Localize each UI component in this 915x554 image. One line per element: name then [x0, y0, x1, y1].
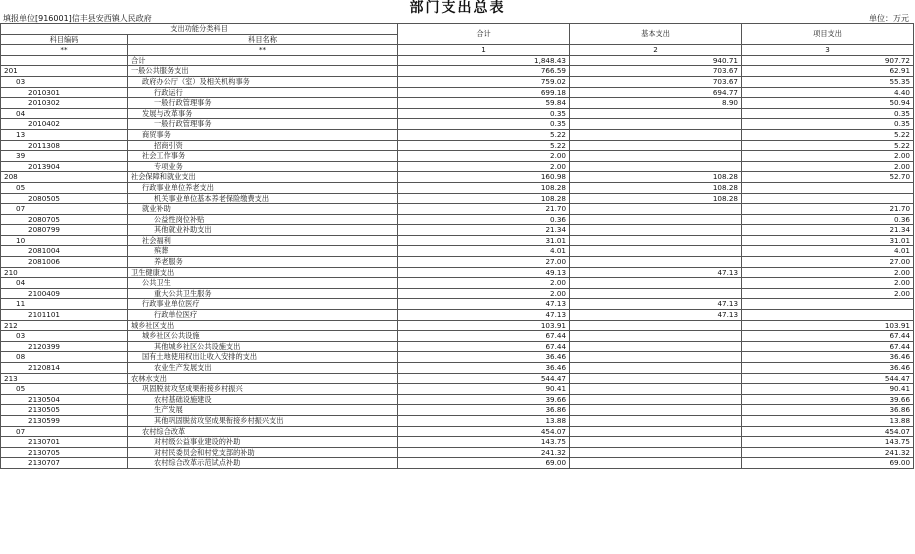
cell-basic — [570, 119, 742, 130]
table-row — [1, 458, 914, 469]
cell-project: 36.86 — [742, 405, 914, 416]
cell-project — [742, 193, 914, 204]
cell-project: 241.32 — [742, 447, 914, 458]
cell-total: 2.00 — [398, 161, 570, 172]
cell-name: 行政事业单位养老支出 — [128, 182, 398, 193]
cell-project: 103.91 — [742, 320, 914, 331]
cell-code: 2080705 — [1, 214, 128, 225]
cell-total: 160.98 — [398, 172, 570, 183]
cell-basic — [570, 151, 742, 162]
cell-basic: 108.28 — [570, 182, 742, 193]
cell-code: 04 — [1, 278, 128, 289]
cell-total: 103.91 — [398, 320, 570, 331]
table-row — [1, 257, 914, 268]
cell-name: 农林水支出 — [128, 373, 398, 384]
table-row — [1, 172, 914, 183]
table-row — [1, 182, 914, 193]
cell-name: 一般公共服务支出 — [128, 66, 398, 77]
cell-total: 47.13 — [398, 299, 570, 310]
cell-project: 5.22 — [742, 129, 914, 140]
cell-basic: 703.67 — [570, 76, 742, 87]
table-row — [1, 278, 914, 289]
cell-basic — [570, 235, 742, 246]
cell-basic — [570, 426, 742, 437]
cell-basic — [570, 246, 742, 257]
cell-total: 108.28 — [398, 182, 570, 193]
cell-project: 544.47 — [742, 373, 914, 384]
cell-project: 454.07 — [742, 426, 914, 437]
cell-total: 0.35 — [398, 108, 570, 119]
header-total: 合计 — [398, 24, 570, 45]
cell-basic — [570, 394, 742, 405]
table-row — [1, 151, 914, 162]
table-row — [1, 87, 914, 98]
cell-code: 208 — [1, 172, 128, 183]
cell-project: 0.36 — [742, 214, 914, 225]
table-row — [1, 246, 914, 257]
cell-basic — [570, 363, 742, 374]
cell-basic: 8.90 — [570, 98, 742, 109]
cell-code: 03 — [1, 76, 128, 87]
cell-name: 公益性岗位补贴 — [128, 214, 398, 225]
report-title: 部门支出总表 — [409, 0, 506, 16]
cell-basic — [570, 204, 742, 215]
cell-code: 2130701 — [1, 437, 128, 448]
cell-name: 行政单位医疗 — [128, 310, 398, 321]
cell-basic — [570, 225, 742, 236]
table-row — [1, 204, 914, 215]
table-row — [1, 373, 914, 384]
cell-code: 39 — [1, 151, 128, 162]
cell-project — [742, 299, 914, 310]
cell-project: 0.35 — [742, 119, 914, 130]
cell-name: 专项业务 — [128, 161, 398, 172]
cell-code: 2130505 — [1, 405, 128, 416]
cell-basic: 108.28 — [570, 193, 742, 204]
cell-code: 2130599 — [1, 415, 128, 426]
cell-name: 对村民委员会和村党支部的补助 — [128, 447, 398, 458]
table-row — [1, 66, 914, 77]
header-project: 项目支出 — [742, 24, 914, 45]
cell-basic — [570, 140, 742, 151]
header-name-stars: ** — [128, 45, 398, 56]
cell-total: 2.00 — [398, 278, 570, 289]
cell-project: 2.00 — [742, 151, 914, 162]
table-row — [1, 437, 914, 448]
cell-name: 城乡社区支出 — [128, 320, 398, 331]
cell-basic — [570, 288, 742, 299]
table-row — [1, 55, 914, 66]
cell-name: 生产发展 — [128, 405, 398, 416]
cell-total: 5.22 — [398, 140, 570, 151]
cell-basic — [570, 447, 742, 458]
cell-name: 农村综合改革 — [128, 426, 398, 437]
cell-name: 其他城乡社区公共设施支出 — [128, 341, 398, 352]
cell-name: 行政运行 — [128, 87, 398, 98]
table-row — [1, 299, 914, 310]
cell-name: 其他巩固脱贫攻坚成果衔接乡村振兴支出 — [128, 415, 398, 426]
cell-total: 90.41 — [398, 384, 570, 395]
cell-name: 商贸事务 — [128, 129, 398, 140]
cell-code: 212 — [1, 320, 128, 331]
cell-code: 2011308 — [1, 140, 128, 151]
cell-code: 04 — [1, 108, 128, 119]
cell-code: 13 — [1, 129, 128, 140]
cell-name: 一般行政管理事务 — [128, 98, 398, 109]
cell-name: 社会工作事务 — [128, 151, 398, 162]
cell-name: 社会福利 — [128, 235, 398, 246]
cell-code: 2080799 — [1, 225, 128, 236]
cell-project: 0.35 — [742, 108, 914, 119]
cell-name: 对村级公益事业建设的补助 — [128, 437, 398, 448]
table-row — [1, 267, 914, 278]
cell-name: 一般行政管理事务 — [128, 119, 398, 130]
cell-project: 67.44 — [742, 341, 914, 352]
table-header — [1, 24, 914, 56]
table-row — [1, 129, 914, 140]
cell-project: 90.41 — [742, 384, 914, 395]
header-index-2: 2 — [570, 45, 742, 56]
filing-unit-label: 填报单位[916001]信丰县安西镇人民政府 — [3, 14, 152, 23]
cell-project: 52.70 — [742, 172, 914, 183]
cell-name: 社会保障和就业支出 — [128, 172, 398, 183]
table-row — [1, 320, 914, 331]
cell-code: 2081004 — [1, 246, 128, 257]
table-row — [1, 214, 914, 225]
cell-project: 907.72 — [742, 55, 914, 66]
cell-basic: 47.13 — [570, 267, 742, 278]
cell-basic — [570, 341, 742, 352]
table-row — [1, 119, 914, 130]
cell-basic: 108.28 — [570, 172, 742, 183]
cell-project: 67.44 — [742, 331, 914, 342]
table-body — [1, 55, 914, 468]
cell-basic — [570, 352, 742, 363]
cell-project: 50.94 — [742, 98, 914, 109]
cell-project: 31.01 — [742, 235, 914, 246]
cell-project: 62.91 — [742, 66, 914, 77]
cell-total: 766.59 — [398, 66, 570, 77]
cell-project — [742, 310, 914, 321]
cell-total: 36.46 — [398, 352, 570, 363]
cell-project: 39.66 — [742, 394, 914, 405]
cell-basic — [570, 278, 742, 289]
cell-project — [742, 182, 914, 193]
cell-code: 05 — [1, 182, 128, 193]
cell-name: 发展与改革事务 — [128, 108, 398, 119]
cell-project: 143.75 — [742, 437, 914, 448]
cell-project: 2.00 — [742, 288, 914, 299]
cell-total: 699.18 — [398, 87, 570, 98]
table-row — [1, 341, 914, 352]
cell-basic — [570, 257, 742, 268]
cell-code: 07 — [1, 204, 128, 215]
table-row — [1, 288, 914, 299]
cell-basic — [570, 214, 742, 225]
cell-project: 2.00 — [742, 161, 914, 172]
cell-project: 13.88 — [742, 415, 914, 426]
table-row — [1, 384, 914, 395]
table-row — [1, 76, 914, 87]
cell-code: 2081006 — [1, 257, 128, 268]
table-row — [1, 161, 914, 172]
cell-total: 1,848.43 — [398, 55, 570, 66]
cell-total: 31.01 — [398, 235, 570, 246]
table-row — [1, 108, 914, 119]
cell-project: 5.22 — [742, 140, 914, 151]
table-row — [1, 310, 914, 321]
header-code: 科目编码 — [1, 34, 128, 45]
cell-name: 卫生健康支出 — [128, 267, 398, 278]
cell-name: 农业生产发展支出 — [128, 363, 398, 374]
cell-total: 59.84 — [398, 98, 570, 109]
cell-code: 213 — [1, 373, 128, 384]
cell-code: 2120814 — [1, 363, 128, 374]
cell-code: 2013904 — [1, 161, 128, 172]
cell-name: 农村基础设施建设 — [128, 394, 398, 405]
cell-total: 4.01 — [398, 246, 570, 257]
cell-code: 2101101 — [1, 310, 128, 321]
header-index-3: 3 — [742, 45, 914, 56]
cell-basic: 703.67 — [570, 66, 742, 77]
cell-name: 就业补助 — [128, 204, 398, 215]
currency-unit-label: 单位：万元 — [869, 14, 909, 23]
header-basic: 基本支出 — [570, 24, 742, 45]
cell-basic: 694.77 — [570, 87, 742, 98]
cell-total: 454.07 — [398, 426, 570, 437]
cell-name: 巩固脱贫攻坚成果衔接乡村振兴 — [128, 384, 398, 395]
cell-name: 城乡社区公共设施 — [128, 331, 398, 342]
cell-basic — [570, 405, 742, 416]
cell-total: 759.02 — [398, 76, 570, 87]
table-row — [1, 225, 914, 236]
table-row — [1, 405, 914, 416]
cell-basic — [570, 161, 742, 172]
cell-name: 其他就业补助支出 — [128, 225, 398, 236]
cell-basic — [570, 331, 742, 342]
table-row — [1, 415, 914, 426]
cell-name: 合计 — [128, 55, 398, 66]
table-row — [1, 331, 914, 342]
cell-total: 0.36 — [398, 214, 570, 225]
cell-basic — [570, 373, 742, 384]
cell-basic: 940.71 — [570, 55, 742, 66]
cell-basic — [570, 108, 742, 119]
cell-code — [1, 55, 128, 66]
table-row — [1, 193, 914, 204]
cell-name: 招商引资 — [128, 140, 398, 151]
cell-code: 2010302 — [1, 98, 128, 109]
cell-total: 143.75 — [398, 437, 570, 448]
cell-project: 21.70 — [742, 204, 914, 215]
cell-project: 4.40 — [742, 87, 914, 98]
cell-basic — [570, 437, 742, 448]
cell-total: 67.44 — [398, 331, 570, 342]
cell-total: 5.22 — [398, 129, 570, 140]
header-name: 科目名称 — [128, 34, 398, 45]
cell-total: 0.35 — [398, 119, 570, 130]
cell-name: 公共卫生 — [128, 278, 398, 289]
cell-total: 36.46 — [398, 363, 570, 374]
cell-code: 11 — [1, 299, 128, 310]
cell-code: 07 — [1, 426, 128, 437]
cell-basic — [570, 129, 742, 140]
cell-project: 4.01 — [742, 246, 914, 257]
cell-name: 农村综合改革示范试点补助 — [128, 458, 398, 469]
cell-basic — [570, 458, 742, 469]
cell-project: 2.00 — [742, 267, 914, 278]
cell-project: 21.34 — [742, 225, 914, 236]
cell-project: 55.35 — [742, 76, 914, 87]
cell-code: 2080505 — [1, 193, 128, 204]
cell-total: 108.28 — [398, 193, 570, 204]
cell-total: 21.34 — [398, 225, 570, 236]
cell-code: 2130504 — [1, 394, 128, 405]
cell-total: 2.00 — [398, 288, 570, 299]
table-row — [1, 140, 914, 151]
cell-total: 47.13 — [398, 310, 570, 321]
cell-total: 67.44 — [398, 341, 570, 352]
cell-code: 2100409 — [1, 288, 128, 299]
cell-name: 重大公共卫生服务 — [128, 288, 398, 299]
cell-code: 2010301 — [1, 87, 128, 98]
cell-total: 69.00 — [398, 458, 570, 469]
cell-project: 69.00 — [742, 458, 914, 469]
header-code-stars: ** — [1, 45, 128, 56]
expenditure-table — [0, 23, 914, 469]
cell-basic — [570, 320, 742, 331]
cell-name: 国有土地使用权出让收入安排的支出 — [128, 352, 398, 363]
cell-code: 2010402 — [1, 119, 128, 130]
header-function-category: 支出功能分类科目 — [1, 24, 398, 35]
cell-basic — [570, 415, 742, 426]
cell-name: 政府办公厅（室）及相关机构事务 — [128, 76, 398, 87]
table-row — [1, 363, 914, 374]
header-index-1: 1 — [398, 45, 570, 56]
cell-code: 10 — [1, 235, 128, 246]
cell-total: 544.47 — [398, 373, 570, 384]
cell-total: 2.00 — [398, 151, 570, 162]
cell-name: 殡葬 — [128, 246, 398, 257]
cell-total: 241.32 — [398, 447, 570, 458]
cell-name: 养老服务 — [128, 257, 398, 268]
cell-total: 21.70 — [398, 204, 570, 215]
cell-total: 39.66 — [398, 394, 570, 405]
cell-total: 49.13 — [398, 267, 570, 278]
table-row — [1, 352, 914, 363]
table-row — [1, 98, 914, 109]
cell-project: 27.00 — [742, 257, 914, 268]
cell-total: 13.88 — [398, 415, 570, 426]
cell-code: 08 — [1, 352, 128, 363]
table-row — [1, 426, 914, 437]
cell-code: 2130707 — [1, 458, 128, 469]
cell-basic: 47.13 — [570, 299, 742, 310]
cell-basic: 47.13 — [570, 310, 742, 321]
cell-code: 201 — [1, 66, 128, 77]
cell-code: 03 — [1, 331, 128, 342]
cell-code: 210 — [1, 267, 128, 278]
cell-total: 36.86 — [398, 405, 570, 416]
cell-basic — [570, 384, 742, 395]
cell-name: 行政事业单位医疗 — [128, 299, 398, 310]
cell-code: 2130705 — [1, 447, 128, 458]
cell-code: 2120399 — [1, 341, 128, 352]
table-row — [1, 447, 914, 458]
cell-project: 36.46 — [742, 363, 914, 374]
cell-project: 36.46 — [742, 352, 914, 363]
cell-code: 05 — [1, 384, 128, 395]
table-row — [1, 235, 914, 246]
cell-name: 机关事业单位基本养老保险缴费支出 — [128, 193, 398, 204]
cell-project: 2.00 — [742, 278, 914, 289]
cell-total: 27.00 — [398, 257, 570, 268]
table-row — [1, 394, 914, 405]
